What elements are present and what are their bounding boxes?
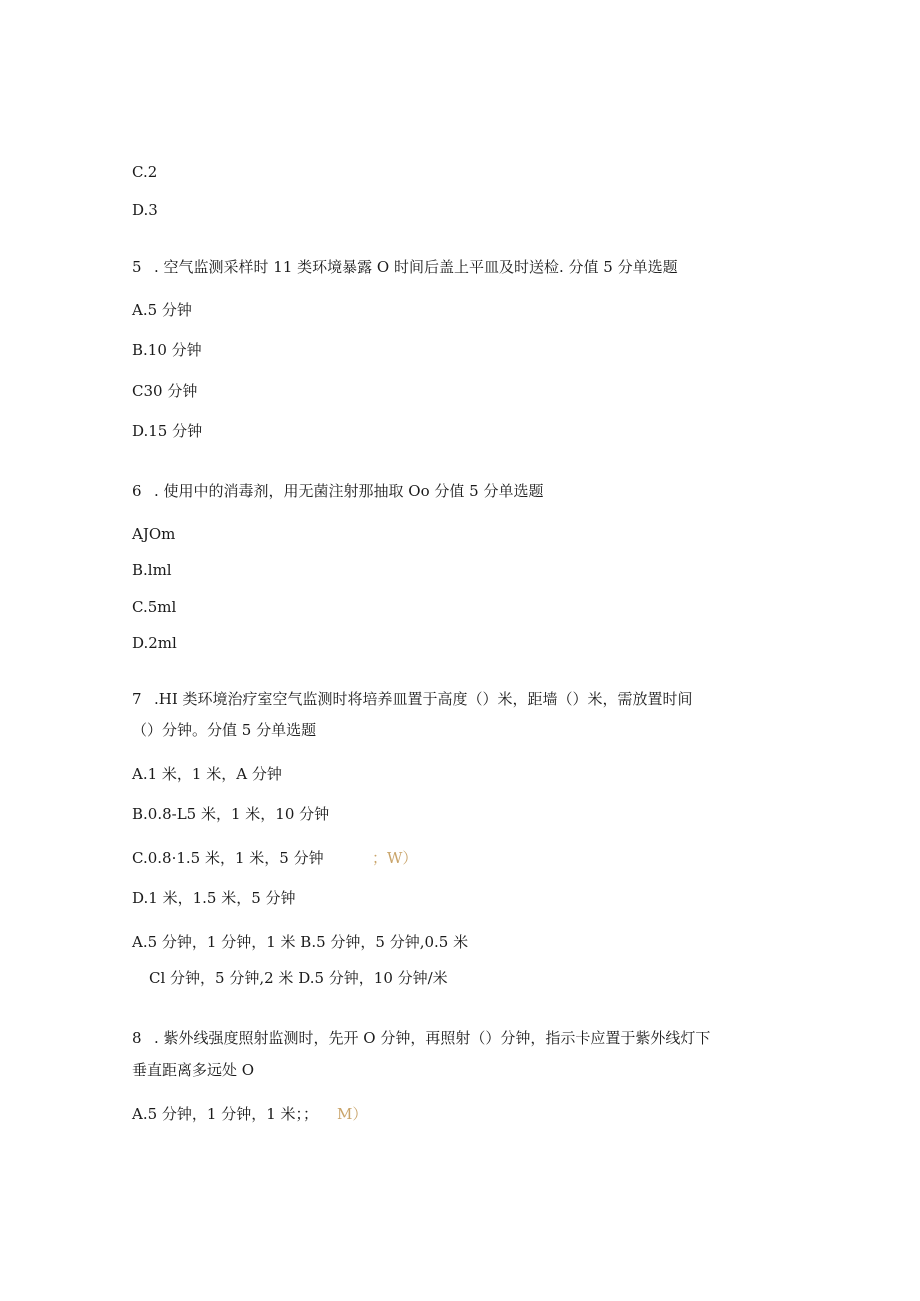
q6-stem [132,481,543,501]
q8-stem-line1 [132,1028,710,1048]
q5-option-d: D.15 分钟 [132,422,203,440]
q7-option-c: C.0.8·1.5 米，1 米，5 分钟 [132,849,324,867]
q6-option-b: B.lml [132,561,172,579]
q8-number: 8 [132,1029,142,1047]
q6-option-c: C.5ml [132,598,177,616]
q7-stem-line2: （）分钟。分值 5 分单选题 [132,721,317,739]
q7-number: 7 [132,690,142,708]
q7-option-a: A.1 米，1 米，A 分钟 [132,765,282,783]
q5-option-a: A.5 分钟 [132,301,192,319]
q8-stem-line2: 垂直距离多远处 O [132,1061,255,1079]
q7-stray-line2: Cl 分钟，5 分钟,2 米 D.5 分钟，10 分钟/米 [149,969,448,987]
q5-number: 5 [132,258,142,276]
q7-option-d: D.1 米，1.5 米，5 分钟 [132,889,296,907]
q7-stem-text: .HI 类环境治疗室空气监测时将培养皿置于高度（）米，距墙（）米，需放置时间 [154,690,693,708]
q5-option-b: B.10 分钟 [132,341,202,359]
q7-option-b: B.0.8-L5 米，1 米，10 分钟 [132,805,330,823]
q6-option-d: D.2ml [132,634,177,652]
q8-stem-text: . 紫外线强度照射监测时，先开 O 分钟，再照射（）分钟，指示卡应置于紫外线灯下 [154,1029,711,1047]
q4-option-c: C.2 [132,163,158,181]
q5-stem [132,257,678,277]
q6-number: 6 [132,482,142,500]
q6-option-a: AJOm [132,525,176,543]
q7-stem-line1 [132,689,693,709]
q8-option-a: A.5 分钟，1 分钟，1 米；； [132,1105,319,1123]
q7-stray-line1: A.5 分钟，1 分钟，1 米 B.5 分钟，5 分钟,0.5 米 [132,933,469,951]
q6-stem-text: . 使用中的消毒剂，用无菌注射那抽取 Oo 分值 5 分单选题 [154,482,544,500]
q4-option-d: D.3 [132,201,158,219]
q5-stem-text: . 空气监测采样时 11 类环境暴露 O 时间后盖上平皿及时送检. 分值 5 分单选题 [154,258,678,276]
q7-option-c-mark: ；W） [372,849,418,867]
q8-option-a-mark: M） [337,1105,368,1123]
q5-option-c: C30 分钟 [132,382,198,400]
